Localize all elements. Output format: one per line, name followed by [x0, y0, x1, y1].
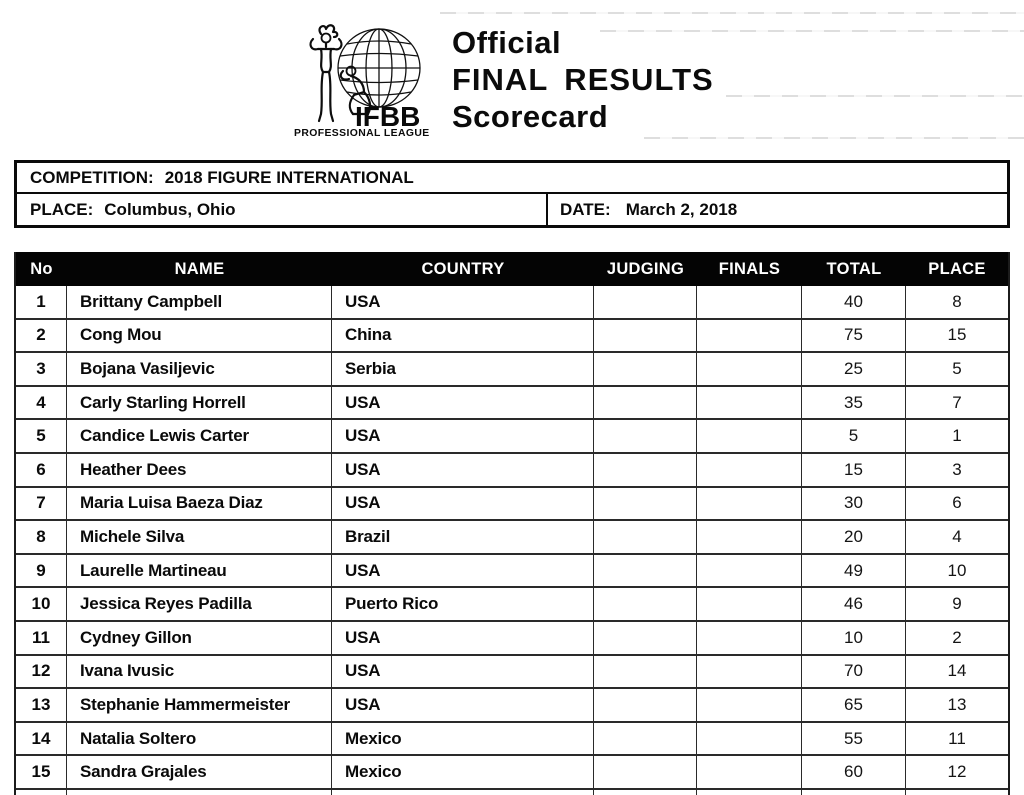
- cell-total: 5: [802, 420, 906, 452]
- cell-total: 75: [802, 320, 906, 352]
- cell-judging: [594, 454, 697, 486]
- table-row: [16, 353, 1008, 387]
- cell-finals: [697, 588, 802, 620]
- title-line-final-results: FINAL RESULTS: [452, 62, 714, 97]
- cell-no: 4: [16, 387, 67, 419]
- cell-judging: [594, 488, 697, 520]
- cell-no: 11: [16, 622, 67, 654]
- cell-country: USA: [332, 555, 594, 587]
- cell-judging: [594, 756, 697, 788]
- table-row: [16, 756, 1008, 790]
- place-cell: [17, 194, 548, 225]
- ifbb-logo: [293, 22, 445, 138]
- table-row: [16, 689, 1008, 723]
- cell-name: Stephanie Hammermeister: [67, 689, 332, 721]
- cell-country: Mexico: [332, 723, 594, 755]
- cell-no: 15: [16, 756, 67, 788]
- cell-finals: [697, 420, 802, 452]
- cell-finals: [697, 756, 802, 788]
- cell-judging: [594, 420, 697, 452]
- cell-total: 65: [802, 689, 906, 721]
- cell-finals: [697, 689, 802, 721]
- cell-no: 8: [16, 521, 67, 553]
- cell-total: 55: [802, 723, 906, 755]
- cell-total: 20: [802, 521, 906, 553]
- place-date-row: [17, 194, 1007, 225]
- table-row: [16, 622, 1008, 656]
- table-row: [16, 656, 1008, 690]
- cell-name: Cydney Gillon: [67, 622, 332, 654]
- column-header-total: TOTAL: [826, 259, 882, 278]
- title-line-scorecard: Scorecard: [452, 99, 609, 134]
- cell-finals: [697, 656, 802, 688]
- cell-place: 8: [952, 291, 962, 311]
- cell-finals: [697, 521, 802, 553]
- cell-country: USA: [332, 420, 594, 452]
- logo-league-text: PROFESSIONAL LEAGUE: [294, 128, 430, 138]
- cell-name: Michele Silva: [67, 521, 332, 553]
- cell-place: 13: [947, 694, 967, 714]
- cell-total: 49: [802, 555, 906, 587]
- results-table-header: [16, 252, 1008, 286]
- column-header-country: COUNTRY: [421, 259, 505, 278]
- cell-country: USA: [332, 622, 594, 654]
- cell-place: 10: [947, 560, 967, 580]
- cell-total: 40: [802, 286, 906, 318]
- date-cell: [548, 194, 1007, 225]
- cell-no: 13: [16, 689, 67, 721]
- cell-judging: [594, 622, 697, 654]
- cell-total: 35: [802, 387, 906, 419]
- cell-name: Cong Mou: [67, 320, 332, 352]
- place-label: PLACE:: [30, 199, 94, 219]
- competition-label: COMPETITION:: [30, 167, 154, 187]
- cell-no: 1: [16, 286, 67, 318]
- cell-judging: [594, 656, 697, 688]
- cell-name: Sandra Grajales: [67, 756, 332, 788]
- cell-place: 5: [952, 358, 962, 378]
- cell-country: USA: [332, 387, 594, 419]
- cell-judging: [594, 353, 697, 385]
- cell-place: 14: [947, 661, 967, 681]
- cell-name: Brittany Campbell: [67, 286, 332, 318]
- date-label: DATE:: [560, 199, 611, 219]
- cell-finals: [697, 555, 802, 587]
- cell-finals: [697, 723, 802, 755]
- cell-place: 2: [952, 627, 962, 647]
- logo-ifbb-text: IFBB: [355, 101, 421, 132]
- cell-name: Heather Dees: [67, 454, 332, 486]
- cell-finals: [697, 353, 802, 385]
- competition-row: [17, 163, 1007, 194]
- cell-place: 7: [952, 392, 962, 412]
- cell-finals: [697, 320, 802, 352]
- competition-value: 2018 FIGURE INTERNATIONAL: [164, 167, 414, 187]
- cell-judging: [594, 723, 697, 755]
- date-value: March 2, 2018: [625, 199, 738, 219]
- cell-judging: [594, 387, 697, 419]
- column-header-finals: FINALS: [718, 259, 781, 278]
- column-header-judging: JUDGING: [606, 259, 685, 278]
- scan-artifact-line: [726, 95, 1024, 97]
- table-row: [16, 286, 1008, 320]
- cell-finals: [697, 286, 802, 318]
- cell-no: 2: [16, 320, 67, 352]
- cell-place: 12: [947, 762, 967, 782]
- column-header-place: PLACE: [928, 259, 986, 278]
- title-line-official: Official: [452, 25, 562, 60]
- cell-place: 11: [948, 728, 966, 748]
- cell-finals: [697, 622, 802, 654]
- ifbb-figures-globe-icon: [293, 22, 445, 138]
- cell-finals: [697, 454, 802, 486]
- cell-no: 9: [16, 555, 67, 587]
- cell-total: 15: [802, 454, 906, 486]
- cell-total: 25: [802, 353, 906, 385]
- cell-place: 1: [952, 426, 962, 446]
- cell-finals: [697, 387, 802, 419]
- cell-total: 10: [802, 622, 906, 654]
- table-row: [16, 521, 1008, 555]
- cell-judging: [594, 689, 697, 721]
- place-value: Columbus, Ohio: [104, 199, 236, 219]
- cell-place: 3: [952, 459, 962, 479]
- cell-total: 70: [802, 656, 906, 688]
- cell-country: Puerto Rico: [332, 588, 594, 620]
- cell-country: USA: [332, 454, 594, 486]
- competition-info-box: [14, 160, 1010, 228]
- cell-name: Natalia Soltero: [67, 723, 332, 755]
- table-row: [16, 555, 1008, 589]
- cell-name: Candice Lewis Carter: [67, 420, 332, 452]
- cell-total: 30: [802, 488, 906, 520]
- table-row: [16, 488, 1008, 522]
- table-row: [16, 588, 1008, 622]
- cell-country: USA: [332, 656, 594, 688]
- cell-no: 12: [16, 656, 67, 688]
- cell-place: 4: [952, 526, 962, 546]
- cell-country: USA: [332, 488, 594, 520]
- table-row: [16, 320, 1008, 354]
- cell-name: Laurelle Martineau: [67, 555, 332, 587]
- table-row: [16, 420, 1008, 454]
- scan-artifact-line: [644, 137, 1024, 139]
- table-row-partial: [16, 790, 1008, 795]
- table-row: [16, 454, 1008, 488]
- cell-judging: [594, 555, 697, 587]
- cell-name: Carly Starling Horrell: [67, 387, 332, 419]
- cell-judging: [594, 286, 697, 318]
- document-title: [452, 24, 714, 135]
- scan-artifact-line: [440, 12, 1024, 14]
- cell-no: 3: [16, 353, 67, 385]
- cell-name: Maria Luisa Baeza Diaz: [67, 488, 332, 520]
- cell-judging: [594, 521, 697, 553]
- results-table-body: [16, 286, 1008, 790]
- cell-name: Jessica Reyes Padilla: [67, 588, 332, 620]
- cell-judging: [594, 588, 697, 620]
- cell-total: 46: [802, 588, 906, 620]
- cell-country: China: [332, 320, 594, 352]
- cell-total: 60: [802, 756, 906, 788]
- cell-name: Bojana Vasiljevic: [67, 353, 332, 385]
- cell-no: 7: [16, 488, 67, 520]
- cell-finals: [697, 488, 802, 520]
- table-row: [16, 723, 1008, 757]
- cell-no: 5: [16, 420, 67, 452]
- cell-place: 9: [952, 594, 962, 614]
- cell-name: Ivana Ivusic: [67, 656, 332, 688]
- cell-country: USA: [332, 286, 594, 318]
- table-row: [16, 387, 1008, 421]
- cell-no: 6: [16, 454, 67, 486]
- cell-no: 14: [16, 723, 67, 755]
- cell-place: 6: [952, 493, 962, 513]
- column-header-no: No: [30, 259, 53, 278]
- cell-country: USA: [332, 689, 594, 721]
- cell-place: 15: [947, 325, 967, 345]
- cell-judging: [594, 320, 697, 352]
- column-header-name: NAME: [174, 259, 225, 278]
- cell-country: Brazil: [332, 521, 594, 553]
- cell-no: 10: [16, 588, 67, 620]
- cell-country: Serbia: [332, 353, 594, 385]
- results-table: [14, 252, 1010, 795]
- cell-country: Mexico: [332, 756, 594, 788]
